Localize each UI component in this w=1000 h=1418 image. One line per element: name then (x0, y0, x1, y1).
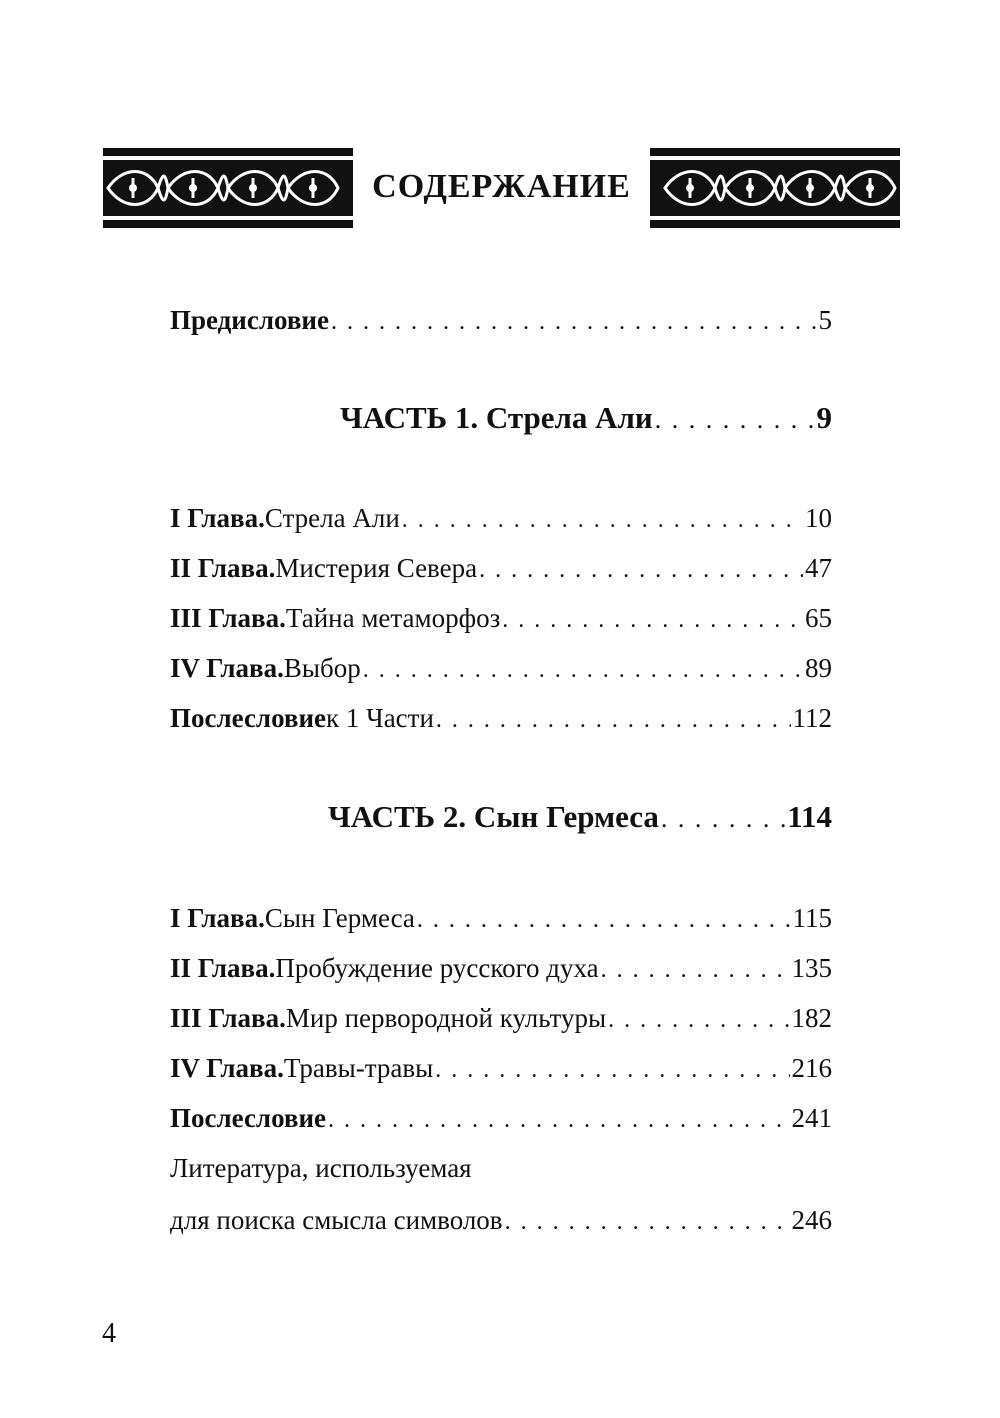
entry-page: 115 (792, 903, 832, 933)
entry-text: для поиска смысла символов (170, 1205, 503, 1235)
entry-page: 112 (792, 703, 832, 733)
entry-text: Мистерия Севера (275, 553, 478, 583)
toc-entry-literature[interactable] (170, 1202, 832, 1240)
dot-leader (363, 652, 803, 688)
toc-entry-part1-chapter1[interactable] (170, 500, 832, 538)
dot-leader (479, 552, 803, 588)
entry-label: IV Глава. (170, 1053, 284, 1083)
toc-part-1[interactable] (340, 398, 832, 440)
ornament-border-right-icon (650, 148, 900, 228)
toc-entry-part1-afterword[interactable] (170, 700, 832, 738)
entry-text: Выбор (283, 653, 361, 683)
page-number: 4 (102, 1318, 116, 1349)
entry-page: 89 (805, 653, 832, 683)
part-page: 114 (787, 799, 832, 834)
toc-entry-part2-chapter2[interactable] (170, 950, 832, 988)
entry-text: к 1 Части (326, 703, 434, 733)
toc-entry-part1-chapter3[interactable] (170, 600, 832, 638)
toc-header (0, 148, 1000, 228)
entry-page: 241 (791, 1103, 832, 1133)
entry-label: Предисловие (170, 305, 329, 335)
entry-text: Тайна метаморфоз (285, 603, 501, 633)
entry-label: III Глава. (170, 603, 286, 633)
dot-leader (655, 400, 815, 440)
entry-page: 246 (791, 1205, 832, 1235)
dot-leader (502, 602, 803, 638)
entry-label: II Глава. (170, 553, 276, 583)
entry-text: Пробуждение русского духа (275, 953, 599, 983)
entry-label: I Глава. (170, 903, 265, 933)
toc-entry-part1-chapter2[interactable] (170, 550, 832, 588)
page-title: СОДЕРЖАНИЕ (372, 168, 631, 205)
entry-page: 5 (818, 305, 832, 335)
dot-leader (328, 1102, 789, 1138)
toc-entry-literature-line1: Литература, используемая (170, 1153, 472, 1183)
dot-leader (601, 952, 790, 988)
entry-page: 135 (791, 953, 832, 983)
dot-leader (505, 1204, 790, 1240)
toc-entry-part1-chapter4[interactable] (170, 650, 832, 688)
toc-entry-part2-chapter1[interactable] (170, 900, 832, 938)
entry-text: Мир первородной культуры (285, 1003, 607, 1033)
entry-text: Травы-травы (283, 1053, 434, 1083)
entry-page: 182 (791, 1003, 832, 1033)
dot-leader (661, 799, 785, 839)
ornament-border-left-icon (103, 148, 353, 228)
toc-entry-part2-chapter4[interactable] (170, 1050, 832, 1088)
part-page: 9 (816, 400, 832, 435)
toc-entry-part2-chapter3[interactable] (170, 1000, 832, 1038)
entry-text: Сын Гермеса (264, 903, 415, 933)
entry-label: I Глава. (170, 503, 265, 533)
dot-leader (402, 502, 803, 538)
toc-entry-preface[interactable] (170, 302, 832, 340)
entry-page: 10 (805, 503, 832, 533)
dot-leader (435, 1052, 789, 1088)
part-title: ЧАСТЬ 2. Сын Гермеса (328, 799, 659, 834)
toc-entry-afterword[interactable] (170, 1100, 832, 1138)
toc-part-2[interactable] (328, 797, 832, 839)
entry-page: 65 (805, 603, 832, 633)
dot-leader (331, 304, 817, 340)
dot-leader (436, 702, 791, 738)
entry-label: IV Глава. (170, 653, 284, 683)
entry-text: Стрела Али (264, 503, 400, 533)
entry-label: Послесловие (170, 703, 327, 733)
entry-label: III Глава. (170, 1003, 286, 1033)
dot-leader (417, 902, 791, 938)
entry-label: II Глава. (170, 953, 276, 983)
entry-label: Послесловие (170, 1103, 327, 1133)
part-title: ЧАСТЬ 1. Стрела Али (340, 400, 653, 435)
entry-page: 47 (805, 553, 832, 583)
dot-leader (608, 1002, 789, 1038)
entry-page: 216 (791, 1053, 832, 1083)
